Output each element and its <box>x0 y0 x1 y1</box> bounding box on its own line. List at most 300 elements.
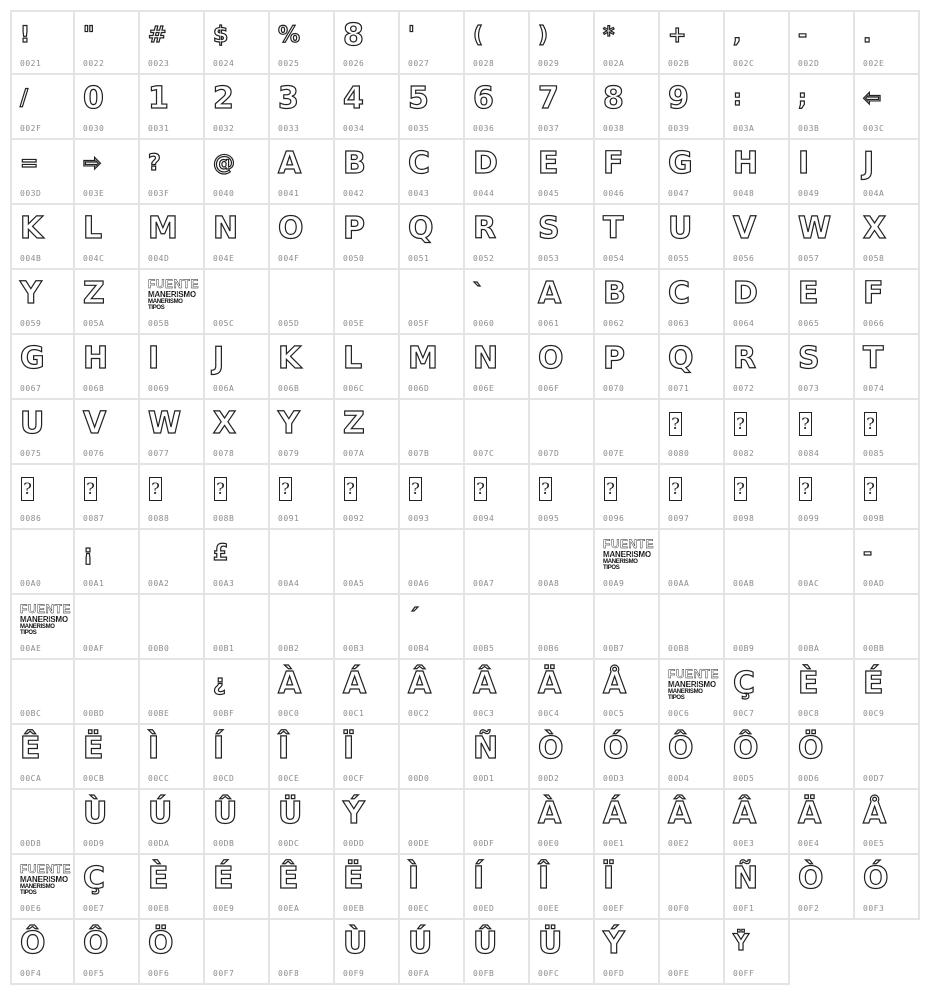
glyph-cell-00d7[interactable] <box>855 725 920 790</box>
glyph-preview: Ê <box>20 731 41 766</box>
glyph-cell-002e[interactable] <box>855 10 920 75</box>
glyph-cell-0097[interactable] <box>660 465 725 530</box>
glyph-cell-00fe[interactable] <box>660 920 725 985</box>
glyph-cell-0082[interactable] <box>725 400 790 465</box>
glyph-code-label: 00B0 <box>148 644 170 653</box>
glyph-code-label: 00D6 <box>798 774 820 783</box>
glyph-code-label: 0054 <box>603 254 625 263</box>
glyph-cell-007b[interactable] <box>400 400 465 465</box>
glyph-cell-0084[interactable] <box>790 400 855 465</box>
glyph-cell-0098[interactable] <box>725 465 790 530</box>
glyph-cell-0041[interactable] <box>270 140 335 205</box>
glyph-cell-00e6[interactable] <box>10 855 75 920</box>
glyph-cell-00bb[interactable] <box>855 595 920 660</box>
missing-glyph-icon: ? <box>734 412 747 436</box>
glyph-cell-00b0[interactable] <box>140 595 205 660</box>
glyph-code-label: 0032 <box>213 124 235 133</box>
glyph-cell-0057[interactable] <box>790 205 855 270</box>
glyph-cell-00a2[interactable] <box>140 530 205 595</box>
glyph-preview: X <box>863 211 887 246</box>
glyph-code-label: 0063 <box>668 319 690 328</box>
glyph-cell-00a9[interactable] <box>595 530 660 595</box>
glyph-code-label: 0086 <box>20 514 42 523</box>
glyph-cell-00c1[interactable] <box>335 660 400 725</box>
glyph-cell-0021[interactable] <box>10 10 75 75</box>
glyph-cell-00ce[interactable] <box>270 725 335 790</box>
glyph-cell-005c[interactable] <box>205 270 270 335</box>
glyph-cell-0068[interactable] <box>75 335 140 400</box>
glyph-cell-0035[interactable] <box>400 75 465 140</box>
glyph-cell-005a[interactable] <box>75 270 140 335</box>
glyph-cell-00e8[interactable] <box>140 855 205 920</box>
glyph-code-label: 00B5 <box>473 644 495 653</box>
glyph-cell-0046[interactable] <box>595 140 660 205</box>
glyph-cell-00f1[interactable] <box>725 855 790 920</box>
glyph-cell-00dc[interactable] <box>270 790 335 855</box>
glyph-cell-006c[interactable] <box>335 335 400 400</box>
glyph-cell-00a5[interactable] <box>335 530 400 595</box>
glyph-code-label: 0094 <box>473 514 495 523</box>
glyph-preview: 3 <box>278 81 299 116</box>
glyph-cell-00d8[interactable] <box>10 790 75 855</box>
glyph-cell-0074[interactable] <box>855 335 920 400</box>
glyph-preview: N <box>473 341 499 376</box>
glyph-cell-00de[interactable] <box>400 790 465 855</box>
glyph-cell-0055[interactable] <box>660 205 725 270</box>
glyph-cell-00b8[interactable] <box>660 595 725 660</box>
glyph-cell-00a3[interactable] <box>205 530 270 595</box>
glyph-cell-0079[interactable] <box>270 400 335 465</box>
glyph-cell-0044[interactable] <box>465 140 530 205</box>
glyph-cell-006a[interactable] <box>205 335 270 400</box>
glyph-cell-00fc[interactable] <box>530 920 595 985</box>
glyph-cell-00c2[interactable] <box>400 660 465 725</box>
glyph-cell-00ac[interactable] <box>790 530 855 595</box>
glyph-cell-0048[interactable] <box>725 140 790 205</box>
glyph-cell-00a7[interactable] <box>465 530 530 595</box>
glyph-cell-0023[interactable] <box>140 10 205 75</box>
glyph-cell-00a8[interactable] <box>530 530 595 595</box>
glyph-cell-00ae[interactable] <box>10 595 75 660</box>
glyph-cell-00b1[interactable] <box>205 595 270 660</box>
glyph-cell-0028[interactable] <box>465 10 530 75</box>
glyph-cell-00cc[interactable] <box>140 725 205 790</box>
glyph-cell-00ca[interactable] <box>10 725 75 790</box>
glyph-cell-0047[interactable] <box>660 140 725 205</box>
glyph-cell-0078[interactable] <box>205 400 270 465</box>
glyph-preview: Ú <box>408 926 433 961</box>
glyph-cell-0059[interactable] <box>10 270 75 335</box>
glyph-cell-0051[interactable] <box>400 205 465 270</box>
glyph-preview: 5 <box>408 81 429 116</box>
glyph-preview: Ö <box>798 731 824 766</box>
glyph-code-label: 00F6 <box>148 969 170 978</box>
glyph-cell-007d[interactable] <box>530 400 595 465</box>
glyph-cell-00aa[interactable] <box>660 530 725 595</box>
glyph-cell-00eb[interactable] <box>335 855 400 920</box>
glyph-cell-0049[interactable] <box>790 140 855 205</box>
glyph-cell-0056[interactable] <box>725 205 790 270</box>
glyph-cell-006f[interactable] <box>530 335 595 400</box>
glyph-code-label: 0033 <box>278 124 300 133</box>
glyph-cell-00fa[interactable] <box>400 920 465 985</box>
glyph-cell-0091[interactable] <box>270 465 335 530</box>
glyph-cell-00e7[interactable] <box>75 855 140 920</box>
glyph-code-label: 00B9 <box>733 644 755 653</box>
glyph-cell-00dd[interactable] <box>335 790 400 855</box>
glyph-cell-002d[interactable] <box>790 10 855 75</box>
glyph-code-label: 0046 <box>603 189 625 198</box>
glyph-cell-00d6[interactable] <box>790 725 855 790</box>
glyph-preview: Â <box>733 796 757 831</box>
glyph-cell-003a[interactable] <box>725 75 790 140</box>
glyph-cell-003b[interactable] <box>790 75 855 140</box>
glyph-code-label: 00C0 <box>278 709 300 718</box>
glyph-cell-00d9[interactable] <box>75 790 140 855</box>
glyph-cell-00da[interactable] <box>140 790 205 855</box>
glyph-cell-005e[interactable] <box>335 270 400 335</box>
glyph-cell-0067[interactable] <box>10 335 75 400</box>
glyph-cell-00f7[interactable] <box>205 920 270 985</box>
glyph-cell-0064[interactable] <box>725 270 790 335</box>
glyph-code-label: 00FE <box>668 969 690 978</box>
glyph-code-label: 004F <box>278 254 300 263</box>
missing-glyph-icon: ? <box>669 477 682 501</box>
missing-glyph-icon: ? <box>604 477 617 501</box>
glyph-code-label: 0078 <box>213 449 235 458</box>
glyph-cell-00b6[interactable] <box>530 595 595 660</box>
glyph-cell-0034[interactable] <box>335 75 400 140</box>
glyph-preview: Ä <box>798 796 822 831</box>
glyph-cell-00fb[interactable] <box>465 920 530 985</box>
glyph-cell-0033[interactable] <box>270 75 335 140</box>
glyph-cell-004a[interactable] <box>855 140 920 205</box>
glyph-cell-00a1[interactable] <box>75 530 140 595</box>
glyph-code-label: 003D <box>20 189 42 198</box>
glyph-preview: R <box>733 341 757 376</box>
glyph-cell-0025[interactable] <box>270 10 335 75</box>
glyph-cell-00f2[interactable] <box>790 855 855 920</box>
glyph-cell-0065[interactable] <box>790 270 855 335</box>
glyph-cell-0096[interactable] <box>595 465 660 530</box>
glyph-cell-006e[interactable] <box>465 335 530 400</box>
glyph-cell-003c[interactable] <box>855 75 920 140</box>
glyph-cell-00b9[interactable] <box>725 595 790 660</box>
glyph-code-label: 00B6 <box>538 644 560 653</box>
glyph-preview: P <box>343 211 365 246</box>
glyph-cell-007a[interactable] <box>335 400 400 465</box>
glyph-cell-0031[interactable] <box>140 75 205 140</box>
glyph-cell-00a4[interactable] <box>270 530 335 595</box>
glyph-code-label: 0066 <box>863 319 885 328</box>
glyph-cell-00d2[interactable] <box>530 725 595 790</box>
glyph-cell-00ef[interactable] <box>595 855 660 920</box>
glyph-cell-0076[interactable] <box>75 400 140 465</box>
glyph-preview: D <box>733 276 758 311</box>
glyph-code-label: 0064 <box>733 319 755 328</box>
glyph-cell-002a[interactable] <box>595 10 660 75</box>
glyph-cell-0070[interactable] <box>595 335 660 400</box>
glyph-cell-007e[interactable] <box>595 400 660 465</box>
glyph-cell-005d[interactable] <box>270 270 335 335</box>
glyph-cell-0073[interactable] <box>790 335 855 400</box>
glyph-preview: @ <box>213 151 235 176</box>
glyph-code-label: 00EB <box>343 904 365 913</box>
glyph-cell-0095[interactable] <box>530 465 595 530</box>
glyph-cell-00cb[interactable] <box>75 725 140 790</box>
glyph-cell-0038[interactable] <box>595 75 660 140</box>
glyph-preview: Y <box>278 406 300 441</box>
glyph-cell-00b7[interactable] <box>595 595 660 660</box>
glyph-cell-0094[interactable] <box>465 465 530 530</box>
glyph-cell-004d[interactable] <box>140 205 205 270</box>
glyph-code-label: 00F3 <box>863 904 885 913</box>
glyph-code-label: 00E4 <box>798 839 820 848</box>
glyph-cell-0027[interactable] <box>400 10 465 75</box>
glyph-cell-002b[interactable] <box>660 10 725 75</box>
glyph-preview: Ô <box>20 926 46 961</box>
glyph-cell-00f4[interactable] <box>10 920 75 985</box>
glyph-code-label: 00AA <box>668 579 690 588</box>
glyph-cell-0086[interactable] <box>10 465 75 530</box>
missing-glyph-icon: ? <box>734 477 747 501</box>
glyph-code-label: 0084 <box>798 449 820 458</box>
glyph-cell-0030[interactable] <box>75 75 140 140</box>
glyph-preview: ) <box>538 23 549 48</box>
glyph-cell-007c[interactable] <box>465 400 530 465</box>
glyph-preview: V <box>83 406 107 441</box>
glyph-cell-00b5[interactable] <box>465 595 530 660</box>
glyph-preview: Q <box>668 341 694 376</box>
glyph-cell-00cd[interactable] <box>205 725 270 790</box>
missing-glyph-icon: ? <box>669 412 682 436</box>
glyph-preview: Ó <box>863 861 889 896</box>
glyph-cell-00cf[interactable] <box>335 725 400 790</box>
glyph-cell-00f8[interactable] <box>270 920 335 985</box>
glyph-cell-008b[interactable] <box>205 465 270 530</box>
glyph-code-label: 00DF <box>473 839 495 848</box>
glyph-cell-0045[interactable] <box>530 140 595 205</box>
glyph-cell-0043[interactable] <box>400 140 465 205</box>
glyph-preview: * <box>603 23 615 48</box>
glyph-cell-0042[interactable] <box>335 140 400 205</box>
glyph-cell-00c6[interactable] <box>660 660 725 725</box>
glyph-cell-0093[interactable] <box>400 465 465 530</box>
glyph-cell-0022[interactable] <box>75 10 140 75</box>
glyph-code-label: 00CF <box>343 774 365 783</box>
glyph-cell-00fd[interactable] <box>595 920 660 985</box>
glyph-code-label: 0047 <box>668 189 690 198</box>
glyph-cell-0026[interactable] <box>335 10 400 75</box>
glyph-cell-00e9[interactable] <box>205 855 270 920</box>
glyph-cell-00af[interactable] <box>75 595 140 660</box>
glyph-cell-00ea[interactable] <box>270 855 335 920</box>
glyph-code-label: 0026 <box>343 59 365 68</box>
glyph-preview: Z <box>83 276 105 311</box>
glyph-preview: Â <box>408 666 432 701</box>
glyph-preview: ; <box>798 86 807 111</box>
glyph-cell-00ab[interactable] <box>725 530 790 595</box>
glyph-cell-00e3[interactable] <box>725 790 790 855</box>
glyph-cell-002f[interactable] <box>10 75 75 140</box>
logo-text-line3: MANERISMO TIPOS <box>20 624 55 636</box>
glyph-cell-00ed[interactable] <box>465 855 530 920</box>
glyph-cell-0040[interactable] <box>205 140 270 205</box>
glyph-code-label: 00AD <box>863 579 885 588</box>
glyph-cell-0072[interactable] <box>725 335 790 400</box>
glyph-cell-00ee[interactable] <box>530 855 595 920</box>
glyph-cell-00e1[interactable] <box>595 790 660 855</box>
glyph-cell-003d[interactable] <box>10 140 75 205</box>
glyph-cell-0053[interactable] <box>530 205 595 270</box>
glyph-code-label: 00E7 <box>83 904 105 913</box>
glyph-cell-00c9[interactable] <box>855 660 920 725</box>
glyph-cell-0029[interactable] <box>530 10 595 75</box>
glyph-code-label: 00C7 <box>733 709 755 718</box>
glyph-cell-006b[interactable] <box>270 335 335 400</box>
glyph-cell-0077[interactable] <box>140 400 205 465</box>
glyph-cell-0075[interactable] <box>10 400 75 465</box>
glyph-cell-00c5[interactable] <box>595 660 660 725</box>
glyph-cell-0060[interactable] <box>465 270 530 335</box>
glyph-cell-00c3[interactable] <box>465 660 530 725</box>
glyph-cell-0066[interactable] <box>855 270 920 335</box>
glyph-cell-00c8[interactable] <box>790 660 855 725</box>
glyph-cell-0099[interactable] <box>790 465 855 530</box>
glyph-cell-00b4[interactable] <box>400 595 465 660</box>
logo-text-line1: FUENTE <box>668 667 719 681</box>
glyph-cell-0039[interactable] <box>660 75 725 140</box>
glyph-cell-00ad[interactable] <box>855 530 920 595</box>
glyph-cell-0069[interactable] <box>140 335 205 400</box>
glyph-code-label: 00CD <box>213 774 235 783</box>
glyph-code-label: 00CE <box>278 774 300 783</box>
glyph-cell-00ec[interactable] <box>400 855 465 920</box>
font-logo-image <box>20 862 71 896</box>
logo-text-line3: MANERISMO TIPOS <box>148 299 183 311</box>
glyph-cell-00c0[interactable] <box>270 660 335 725</box>
glyph-cell-0037[interactable] <box>530 75 595 140</box>
glyph-cell-005f[interactable] <box>400 270 465 335</box>
glyph-code-label: 0052 <box>473 254 495 263</box>
glyph-cell-0071[interactable] <box>660 335 725 400</box>
glyph-cell-00b2[interactable] <box>270 595 335 660</box>
glyph-cell-0092[interactable] <box>335 465 400 530</box>
glyph-cell-00b3[interactable] <box>335 595 400 660</box>
glyph-cell-00ba[interactable] <box>790 595 855 660</box>
glyph-cell-00f3[interactable] <box>855 855 920 920</box>
glyph-preview: Ç <box>733 666 756 701</box>
glyph-preview: F <box>603 146 624 181</box>
glyph-preview: Ü <box>278 796 303 831</box>
glyph-code-label: 00FC <box>538 969 560 978</box>
glyph-cell-0032[interactable] <box>205 75 270 140</box>
glyph-cell-003f[interactable] <box>140 140 205 205</box>
glyph-code-label: 002E <box>863 59 885 68</box>
glyph-cell-00d3[interactable] <box>595 725 660 790</box>
glyph-cell-004e[interactable] <box>205 205 270 270</box>
font-logo-image <box>148 277 199 311</box>
glyph-cell-0087[interactable] <box>75 465 140 530</box>
glyph-cell-002c[interactable] <box>725 10 790 75</box>
glyph-cell-0085[interactable] <box>855 400 920 465</box>
glyph-cell-0080[interactable] <box>660 400 725 465</box>
glyph-cell-00bf[interactable] <box>205 660 270 725</box>
glyph-preview: V <box>733 211 757 246</box>
glyph-code-label: 00D2 <box>538 774 560 783</box>
glyph-cell-00c4[interactable] <box>530 660 595 725</box>
glyph-preview: Ò <box>538 731 564 766</box>
glyph-cell-00df[interactable] <box>465 790 530 855</box>
glyph-preview: ´ <box>408 606 419 631</box>
glyph-cell-004f[interactable] <box>270 205 335 270</box>
glyph-cell-00c7[interactable] <box>725 660 790 725</box>
glyph-cell-0061[interactable] <box>530 270 595 335</box>
glyph-cell-0062[interactable] <box>595 270 660 335</box>
glyph-cell-0052[interactable] <box>465 205 530 270</box>
character-map-grid <box>10 10 920 985</box>
glyph-cell-00f9[interactable] <box>335 920 400 985</box>
glyph-cell-003e[interactable] <box>75 140 140 205</box>
glyph-code-label: 0069 <box>148 384 170 393</box>
glyph-cell-004c[interactable] <box>75 205 140 270</box>
glyph-cell-00bd[interactable] <box>75 660 140 725</box>
glyph-cell-009b[interactable] <box>855 465 920 530</box>
glyph-cell-00e5[interactable] <box>855 790 920 855</box>
glyph-code-label: 0061 <box>538 319 560 328</box>
glyph-cell-0024[interactable] <box>205 10 270 75</box>
glyph-cell-00d5[interactable] <box>725 725 790 790</box>
glyph-cell-00f6[interactable] <box>140 920 205 985</box>
glyph-cell-005b[interactable] <box>140 270 205 335</box>
glyph-cell-004b[interactable] <box>10 205 75 270</box>
glyph-cell-00f0[interactable] <box>660 855 725 920</box>
glyph-code-label: 00F1 <box>733 904 755 913</box>
glyph-cell-00e4[interactable] <box>790 790 855 855</box>
glyph-cell-00d4[interactable] <box>660 725 725 790</box>
glyph-preview: H <box>83 341 109 376</box>
glyph-cell-006d[interactable] <box>400 335 465 400</box>
glyph-preview: + <box>668 23 687 48</box>
glyph-cell-00be[interactable] <box>140 660 205 725</box>
glyph-cell-00d0[interactable] <box>400 725 465 790</box>
glyph-cell-00a0[interactable] <box>10 530 75 595</box>
glyph-code-label: 00A5 <box>343 579 365 588</box>
glyph-code-label: 00BF <box>213 709 235 718</box>
glyph-code-label: 004A <box>863 189 885 198</box>
glyph-cell-0054[interactable] <box>595 205 660 270</box>
glyph-cell-0050[interactable] <box>335 205 400 270</box>
glyph-cell-00db[interactable] <box>205 790 270 855</box>
glyph-cell-0063[interactable] <box>660 270 725 335</box>
glyph-cell-0036[interactable] <box>465 75 530 140</box>
glyph-cell-00a6[interactable] <box>400 530 465 595</box>
glyph-code-label: 0096 <box>603 514 625 523</box>
glyph-preview: F <box>863 276 884 311</box>
glyph-cell-0058[interactable] <box>855 205 920 270</box>
glyph-preview: Á <box>603 796 627 831</box>
glyph-cell-0088[interactable] <box>140 465 205 530</box>
glyph-cell-00ff[interactable] <box>725 920 790 985</box>
glyph-cell-00f5[interactable] <box>75 920 140 985</box>
glyph-cell-00d1[interactable] <box>465 725 530 790</box>
logo-text-line2: MANERISMO <box>603 551 653 559</box>
glyph-code-label: 00CA <box>20 774 42 783</box>
glyph-preview: È <box>148 861 169 896</box>
glyph-cell-00e0[interactable] <box>530 790 595 855</box>
glyph-cell-00bc[interactable] <box>10 660 75 725</box>
glyph-cell-00e2[interactable] <box>660 790 725 855</box>
